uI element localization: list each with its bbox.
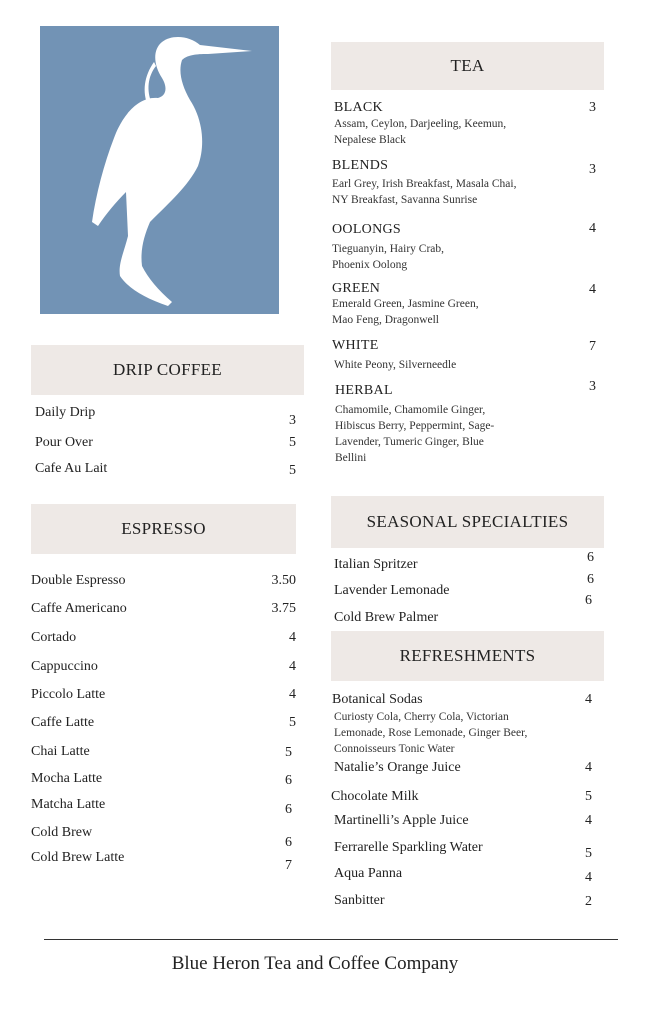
menu-item-price: 6: [285, 835, 292, 850]
menu-item-name: Martinelli’s Apple Juice: [334, 813, 469, 828]
tea-description: Bellini: [335, 452, 367, 464]
menu-item-price: 6: [587, 572, 594, 587]
tea-description: White Peony, Silverneedle: [334, 359, 457, 371]
tea-description: Assam, Ceylon, Darjeeling, Keemun,: [334, 118, 507, 130]
tea-price: 4: [589, 221, 596, 236]
menu-item-name: Aqua Panna: [334, 866, 403, 881]
menu-item-name: Pour Over: [35, 435, 93, 450]
menu-item-price: 5: [289, 715, 296, 730]
refreshments-title: REFRESHMENTS: [399, 646, 536, 665]
tea-description: Mao Feng, Dragonwell: [332, 314, 439, 326]
menu-item-price: 7: [285, 858, 292, 873]
tea-description: Hibiscus Berry, Peppermint, Sage-: [335, 420, 495, 432]
seasonal-header: [331, 496, 604, 548]
menu-item-name: Botanical Sodas: [332, 692, 423, 707]
tea-description: NY Breakfast, Savanna Sunrise: [332, 194, 478, 206]
footer-company-name: Blue Heron Tea and Coffee Company: [171, 953, 459, 974]
menu-item-price: 4: [289, 687, 296, 702]
menu-item-name: Mocha Latte: [31, 771, 103, 786]
tea-category: WHITE: [332, 338, 379, 353]
menu-item-price: 4: [585, 813, 592, 828]
menu-item-name: Sanbitter: [334, 893, 385, 908]
menu-item-price: 5: [289, 435, 296, 450]
heron-image: [40, 26, 279, 314]
menu-item-price: 4: [289, 659, 296, 674]
menu-item-price: 5: [585, 789, 592, 804]
menu-item-name: Chocolate Milk: [331, 789, 419, 804]
refreshments-description: Connoisseurs Tonic Water: [334, 743, 455, 755]
menu-item-name: Caffe Americano: [31, 601, 127, 616]
menu-item-name: Cold Brew Palmer: [334, 610, 439, 625]
tea-description: Phoenix Oolong: [332, 259, 408, 271]
tea-title: TEA: [450, 56, 485, 75]
tea-category: BLACK: [334, 100, 383, 115]
menu-item-price: 6: [285, 773, 292, 788]
menu-item-name: Cold Brew: [31, 825, 93, 840]
menu-item-price: 2: [585, 894, 592, 909]
menu-item-price: 3: [289, 413, 296, 428]
menu-item-name: Lavender Lemonade: [334, 583, 450, 598]
menu-item-name: Cappuccino: [31, 659, 98, 674]
menu-item-name: Piccolo Latte: [31, 687, 106, 702]
menu-item-price: 4: [585, 692, 592, 707]
seasonal-title: SEASONAL SPECIALTIES: [366, 512, 569, 531]
tea-description: Chamomile, Chamomile Ginger,: [335, 404, 486, 416]
tea-category: OOLONGS: [332, 222, 401, 237]
tea-category: HERBAL: [335, 383, 393, 398]
menu-item-price: 6: [285, 802, 292, 817]
tea-category: BLENDS: [332, 158, 389, 173]
menu-item-price: 4: [289, 630, 296, 645]
refreshments-description: Lemonade, Rose Lemonade, Ginger Beer,: [334, 727, 528, 739]
espresso-header: [31, 504, 296, 554]
espresso-title: ESPRESSO: [121, 519, 206, 538]
tea-description: Lavender, Tumeric Ginger, Blue: [335, 436, 484, 448]
tea-header: [331, 42, 604, 90]
menu-item-name: Cold Brew Latte: [31, 850, 125, 865]
menu-item-price: 3.75: [271, 601, 296, 616]
menu-item-name: Natalie’s Orange Juice: [334, 760, 461, 775]
menu-item-name: Italian Spritzer: [334, 557, 418, 572]
menu-item-price: 5: [285, 745, 292, 760]
footer-divider: [44, 939, 618, 940]
tea-price: 4: [589, 282, 596, 297]
tea-description: Nepalese Black: [334, 134, 406, 146]
menu-item-price: 3.50: [271, 573, 296, 588]
menu-item-name: Cortado: [31, 630, 77, 645]
drip-coffee-header: [31, 345, 304, 395]
tea-category: GREEN: [332, 281, 381, 296]
menu-item-name: Cafe Au Lait: [35, 461, 108, 476]
menu-item-price: 6: [585, 593, 592, 608]
menu-item-name: Daily Drip: [35, 405, 96, 420]
menu-item-price: 5: [585, 846, 592, 861]
menu-item-price: 4: [585, 870, 592, 885]
tea-price: 7: [589, 339, 596, 354]
refreshments-header: [331, 631, 604, 681]
drip-coffee-title: DRIP COFFEE: [113, 360, 222, 379]
menu-item-name: Double Espresso: [31, 573, 126, 588]
menu-item-price: 6: [587, 550, 594, 565]
menu-item-name: Ferrarelle Sparkling Water: [334, 840, 483, 855]
tea-price: 3: [589, 379, 596, 394]
tea-price: 3: [589, 100, 596, 115]
refreshments-description: Curiosty Cola, Cherry Cola, Victorian: [334, 711, 509, 723]
menu-item-name: Chai Latte: [31, 744, 90, 759]
heron-silhouette-icon: [40, 26, 279, 314]
tea-price: 3: [589, 162, 596, 177]
tea-description: Emerald Green, Jasmine Green,: [332, 298, 479, 310]
menu-item-name: Matcha Latte: [31, 797, 106, 812]
menu-item-price: 5: [289, 463, 296, 478]
menu-item-name: Caffe Latte: [31, 715, 95, 730]
tea-description: Tieguanyin, Hairy Crab,: [332, 243, 445, 255]
tea-description: Earl Grey, Irish Breakfast, Masala Chai,: [332, 178, 517, 190]
menu-item-price: 4: [585, 760, 592, 775]
